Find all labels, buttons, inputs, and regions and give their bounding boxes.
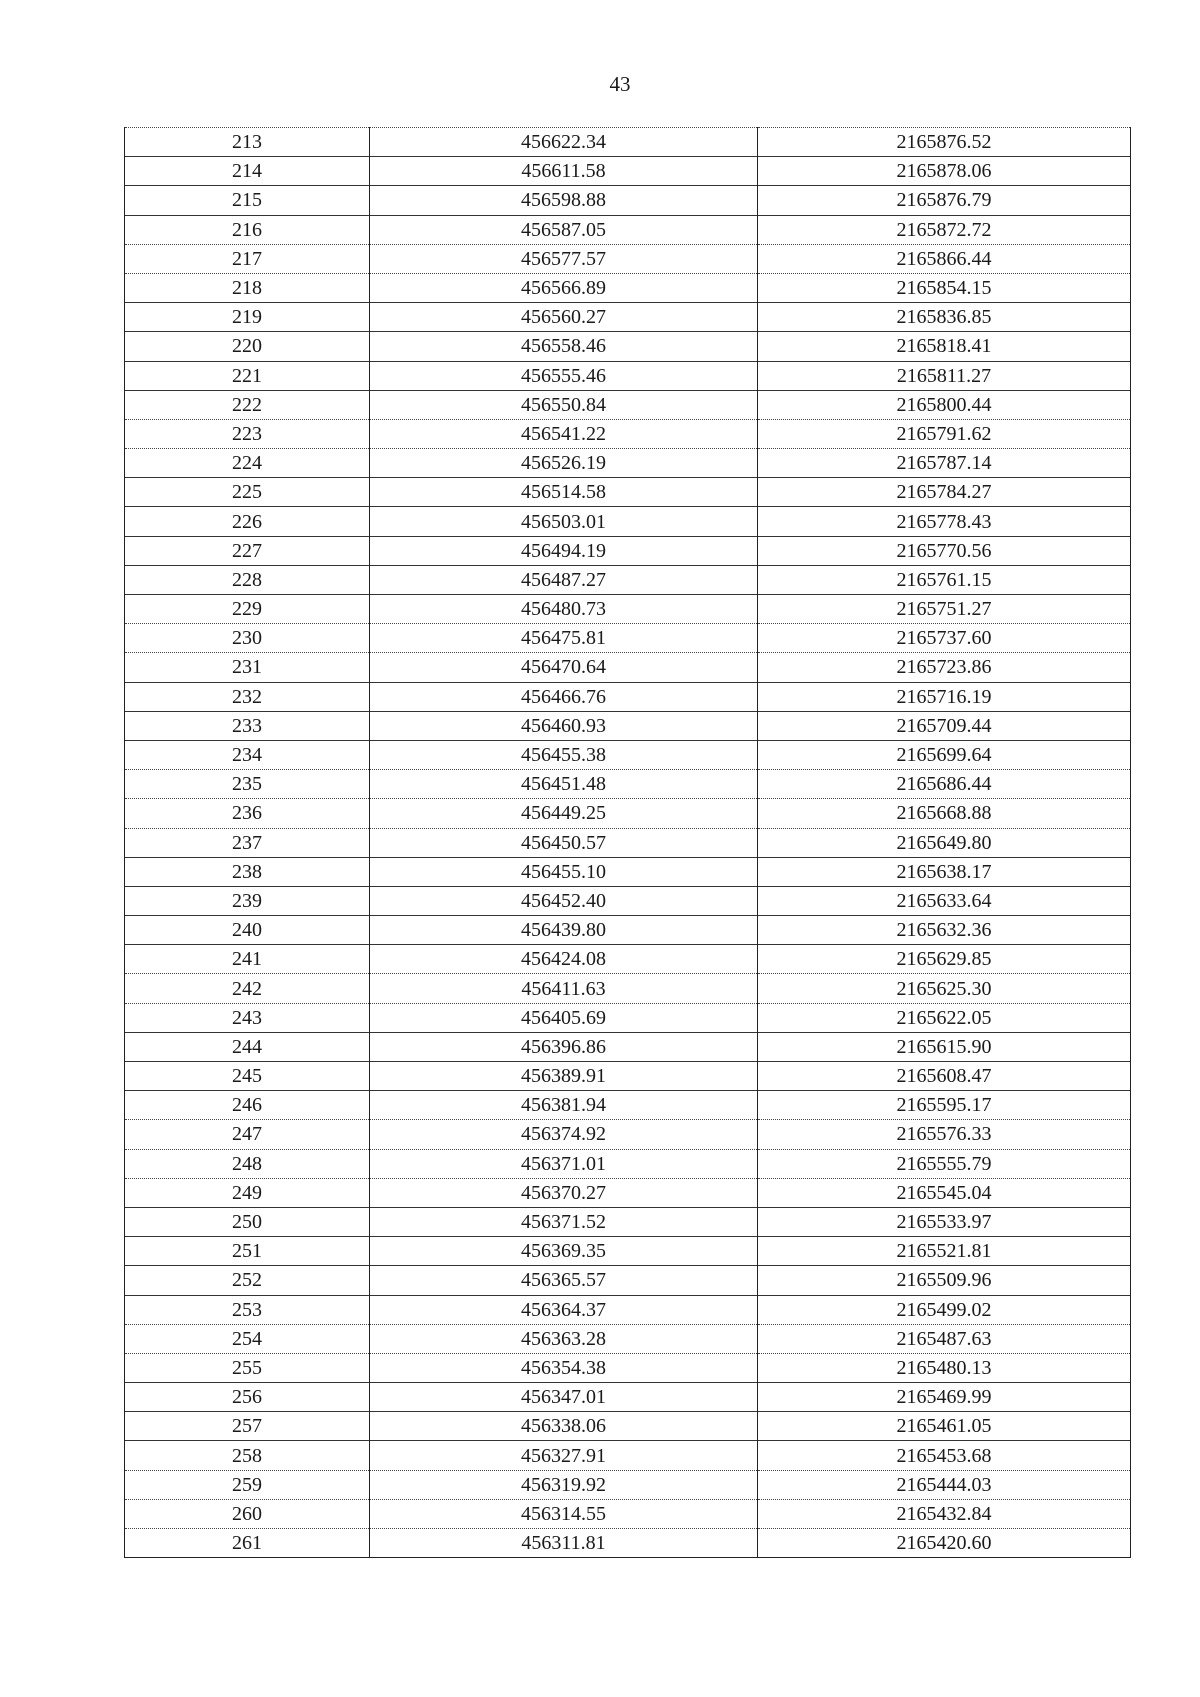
x-coordinate-cell: 456541.22 — [370, 419, 758, 448]
point-number-cell: 255 — [125, 1353, 370, 1382]
y-coordinate-cell: 2165629.85 — [758, 945, 1131, 974]
y-coordinate-cell: 2165545.04 — [758, 1178, 1131, 1207]
point-number-cell: 219 — [125, 303, 370, 332]
y-coordinate-cell: 2165737.60 — [758, 624, 1131, 653]
y-coordinate-cell: 2165784.27 — [758, 478, 1131, 507]
table-row — [125, 128, 1131, 157]
table-row — [125, 1295, 1131, 1324]
table-row — [125, 1383, 1131, 1412]
x-coordinate-cell: 456577.57 — [370, 244, 758, 273]
x-coordinate-cell: 456370.27 — [370, 1178, 758, 1207]
x-coordinate-cell: 456587.05 — [370, 215, 758, 244]
point-number-cell: 241 — [125, 945, 370, 974]
point-number-cell: 245 — [125, 1062, 370, 1091]
y-coordinate-cell: 2165876.52 — [758, 128, 1131, 157]
point-number-cell: 222 — [125, 390, 370, 419]
x-coordinate-cell: 456452.40 — [370, 886, 758, 915]
point-number-cell: 248 — [125, 1149, 370, 1178]
point-number-cell: 253 — [125, 1295, 370, 1324]
table-row — [125, 244, 1131, 273]
y-coordinate-cell: 2165878.06 — [758, 157, 1131, 186]
x-coordinate-cell: 456598.88 — [370, 186, 758, 215]
table-row — [125, 711, 1131, 740]
y-coordinate-cell: 2165480.13 — [758, 1353, 1131, 1382]
y-coordinate-cell: 2165555.79 — [758, 1149, 1131, 1178]
y-coordinate-cell: 2165836.85 — [758, 303, 1131, 332]
point-number-cell: 246 — [125, 1091, 370, 1120]
table-row — [125, 1441, 1131, 1470]
x-coordinate-cell: 456319.92 — [370, 1470, 758, 1499]
point-number-cell: 250 — [125, 1207, 370, 1236]
x-coordinate-cell: 456460.93 — [370, 711, 758, 740]
x-coordinate-cell: 456365.57 — [370, 1266, 758, 1295]
point-number-cell: 218 — [125, 273, 370, 302]
y-coordinate-cell: 2165787.14 — [758, 449, 1131, 478]
x-coordinate-cell: 456514.58 — [370, 478, 758, 507]
x-coordinate-cell: 456494.19 — [370, 536, 758, 565]
x-coordinate-cell: 456405.69 — [370, 1003, 758, 1032]
point-number-cell: 244 — [125, 1032, 370, 1061]
x-coordinate-cell: 456374.92 — [370, 1120, 758, 1149]
x-coordinate-cell: 456347.01 — [370, 1383, 758, 1412]
y-coordinate-cell: 2165778.43 — [758, 507, 1131, 536]
x-coordinate-cell: 456550.84 — [370, 390, 758, 419]
y-coordinate-cell: 2165791.62 — [758, 419, 1131, 448]
x-coordinate-cell: 456396.86 — [370, 1032, 758, 1061]
x-coordinate-cell: 456364.37 — [370, 1295, 758, 1324]
y-coordinate-cell: 2165499.02 — [758, 1295, 1131, 1324]
y-coordinate-cell: 2165699.64 — [758, 740, 1131, 769]
table-row — [125, 1470, 1131, 1499]
table-row — [125, 916, 1131, 945]
x-coordinate-cell: 456526.19 — [370, 449, 758, 478]
page-number: 43 — [609, 72, 631, 96]
x-coordinate-cell: 456566.89 — [370, 273, 758, 302]
coordinate-table-body — [125, 128, 1131, 1558]
y-coordinate-cell: 2165444.03 — [758, 1470, 1131, 1499]
point-number-cell: 236 — [125, 799, 370, 828]
y-coordinate-cell: 2165461.05 — [758, 1412, 1131, 1441]
table-row — [125, 536, 1131, 565]
x-coordinate-cell: 456338.06 — [370, 1412, 758, 1441]
point-number-cell: 232 — [125, 682, 370, 711]
table-row — [125, 1003, 1131, 1032]
y-coordinate-cell: 2165761.15 — [758, 565, 1131, 594]
y-coordinate-cell: 2165608.47 — [758, 1062, 1131, 1091]
table-row — [125, 624, 1131, 653]
y-coordinate-cell: 2165633.64 — [758, 886, 1131, 915]
point-number-cell: 235 — [125, 770, 370, 799]
table-row — [125, 478, 1131, 507]
coordinate-table — [124, 127, 1131, 1558]
x-coordinate-cell: 456411.63 — [370, 974, 758, 1003]
table-row — [125, 157, 1131, 186]
x-coordinate-cell: 456451.48 — [370, 770, 758, 799]
x-coordinate-cell: 456470.64 — [370, 653, 758, 682]
x-coordinate-cell: 456450.57 — [370, 828, 758, 857]
point-number-cell: 227 — [125, 536, 370, 565]
x-coordinate-cell: 456455.38 — [370, 740, 758, 769]
y-coordinate-cell: 2165649.80 — [758, 828, 1131, 857]
x-coordinate-cell: 456389.91 — [370, 1062, 758, 1091]
point-number-cell: 242 — [125, 974, 370, 1003]
x-coordinate-cell: 456611.58 — [370, 157, 758, 186]
table-row — [125, 273, 1131, 302]
point-number-cell: 259 — [125, 1470, 370, 1499]
point-number-cell: 230 — [125, 624, 370, 653]
table-row — [125, 770, 1131, 799]
y-coordinate-cell: 2165854.15 — [758, 273, 1131, 302]
x-coordinate-cell: 456449.25 — [370, 799, 758, 828]
point-number-cell: 217 — [125, 244, 370, 273]
y-coordinate-cell: 2165818.41 — [758, 332, 1131, 361]
point-number-cell: 228 — [125, 565, 370, 594]
y-coordinate-cell: 2165625.30 — [758, 974, 1131, 1003]
table-row — [125, 1149, 1131, 1178]
table-row — [125, 799, 1131, 828]
point-number-cell: 254 — [125, 1324, 370, 1353]
y-coordinate-cell: 2165866.44 — [758, 244, 1131, 273]
x-coordinate-cell: 456560.27 — [370, 303, 758, 332]
point-number-cell: 238 — [125, 857, 370, 886]
point-number-cell: 223 — [125, 419, 370, 448]
point-number-cell: 249 — [125, 1178, 370, 1207]
x-coordinate-cell: 456424.08 — [370, 945, 758, 974]
y-coordinate-cell: 2165521.81 — [758, 1237, 1131, 1266]
x-coordinate-cell: 456558.46 — [370, 332, 758, 361]
point-number-cell: 252 — [125, 1266, 370, 1295]
x-coordinate-cell: 456311.81 — [370, 1529, 758, 1558]
y-coordinate-cell: 2165751.27 — [758, 595, 1131, 624]
point-number-cell: 226 — [125, 507, 370, 536]
x-coordinate-cell: 456371.52 — [370, 1207, 758, 1236]
table-row — [125, 595, 1131, 624]
table-row — [125, 1178, 1131, 1207]
y-coordinate-cell: 2165469.99 — [758, 1383, 1131, 1412]
point-number-cell: 257 — [125, 1412, 370, 1441]
y-coordinate-cell: 2165576.33 — [758, 1120, 1131, 1149]
y-coordinate-cell: 2165770.56 — [758, 536, 1131, 565]
point-number-cell: 220 — [125, 332, 370, 361]
x-coordinate-cell: 456480.73 — [370, 595, 758, 624]
table-row — [125, 886, 1131, 915]
table-row — [125, 390, 1131, 419]
y-coordinate-cell: 2165622.05 — [758, 1003, 1131, 1032]
table-row — [125, 1062, 1131, 1091]
table-row — [125, 1529, 1131, 1558]
y-coordinate-cell: 2165876.79 — [758, 186, 1131, 215]
point-number-cell: 233 — [125, 711, 370, 740]
table-row — [125, 857, 1131, 886]
x-coordinate-cell: 456363.28 — [370, 1324, 758, 1353]
x-coordinate-cell: 456314.55 — [370, 1499, 758, 1528]
table-row — [125, 419, 1131, 448]
table-row — [125, 1032, 1131, 1061]
table-row — [125, 1207, 1131, 1236]
point-number-cell: 260 — [125, 1499, 370, 1528]
y-coordinate-cell: 2165632.36 — [758, 916, 1131, 945]
table-row — [125, 565, 1131, 594]
point-number-cell: 239 — [125, 886, 370, 915]
y-coordinate-cell: 2165811.27 — [758, 361, 1131, 390]
x-coordinate-cell: 456369.35 — [370, 1237, 758, 1266]
point-number-cell: 231 — [125, 653, 370, 682]
table-row — [125, 1353, 1131, 1382]
y-coordinate-cell: 2165716.19 — [758, 682, 1131, 711]
point-number-cell: 221 — [125, 361, 370, 390]
y-coordinate-cell: 2165800.44 — [758, 390, 1131, 419]
y-coordinate-cell: 2165638.17 — [758, 857, 1131, 886]
point-number-cell: 261 — [125, 1529, 370, 1558]
point-number-cell: 224 — [125, 449, 370, 478]
y-coordinate-cell: 2165723.86 — [758, 653, 1131, 682]
x-coordinate-cell: 456555.46 — [370, 361, 758, 390]
table-row — [125, 974, 1131, 1003]
x-coordinate-cell: 456327.91 — [370, 1441, 758, 1470]
point-number-cell: 251 — [125, 1237, 370, 1266]
point-number-cell: 256 — [125, 1383, 370, 1412]
x-coordinate-cell: 456381.94 — [370, 1091, 758, 1120]
point-number-cell: 243 — [125, 1003, 370, 1032]
table-row — [125, 682, 1131, 711]
table-row — [125, 361, 1131, 390]
point-number-cell: 216 — [125, 215, 370, 244]
x-coordinate-cell: 456475.81 — [370, 624, 758, 653]
point-number-cell: 237 — [125, 828, 370, 857]
table-row — [125, 1412, 1131, 1441]
point-number-cell: 258 — [125, 1441, 370, 1470]
y-coordinate-cell: 2165615.90 — [758, 1032, 1131, 1061]
y-coordinate-cell: 2165420.60 — [758, 1529, 1131, 1558]
table-row — [125, 1120, 1131, 1149]
point-number-cell: 214 — [125, 157, 370, 186]
x-coordinate-cell: 456455.10 — [370, 857, 758, 886]
y-coordinate-cell: 2165533.97 — [758, 1207, 1131, 1236]
x-coordinate-cell: 456466.76 — [370, 682, 758, 711]
table-row — [125, 1324, 1131, 1353]
point-number-cell: 247 — [125, 1120, 370, 1149]
y-coordinate-cell: 2165487.63 — [758, 1324, 1131, 1353]
point-number-cell: 229 — [125, 595, 370, 624]
table-row — [125, 449, 1131, 478]
point-number-cell: 240 — [125, 916, 370, 945]
point-number-cell: 225 — [125, 478, 370, 507]
point-number-cell: 213 — [125, 128, 370, 157]
y-coordinate-cell: 2165668.88 — [758, 799, 1131, 828]
table-row — [125, 945, 1131, 974]
x-coordinate-cell: 456371.01 — [370, 1149, 758, 1178]
y-coordinate-cell: 2165509.96 — [758, 1266, 1131, 1295]
table-row — [125, 1499, 1131, 1528]
table-row — [125, 740, 1131, 769]
y-coordinate-cell: 2165872.72 — [758, 215, 1131, 244]
y-coordinate-cell: 2165453.68 — [758, 1441, 1131, 1470]
table-row — [125, 828, 1131, 857]
table-row — [125, 1237, 1131, 1266]
table-row — [125, 215, 1131, 244]
table-row — [125, 1091, 1131, 1120]
x-coordinate-cell: 456354.38 — [370, 1353, 758, 1382]
table-row — [125, 186, 1131, 215]
x-coordinate-cell: 456487.27 — [370, 565, 758, 594]
x-coordinate-cell: 456439.80 — [370, 916, 758, 945]
table-row — [125, 303, 1131, 332]
y-coordinate-cell: 2165686.44 — [758, 770, 1131, 799]
y-coordinate-cell: 2165432.84 — [758, 1499, 1131, 1528]
table-row — [125, 653, 1131, 682]
x-coordinate-cell: 456622.34 — [370, 128, 758, 157]
x-coordinate-cell: 456503.01 — [370, 507, 758, 536]
table-row — [125, 332, 1131, 361]
y-coordinate-cell: 2165709.44 — [758, 711, 1131, 740]
point-number-cell: 215 — [125, 186, 370, 215]
table-row — [125, 507, 1131, 536]
table-row — [125, 1266, 1131, 1295]
y-coordinate-cell: 2165595.17 — [758, 1091, 1131, 1120]
point-number-cell: 234 — [125, 740, 370, 769]
